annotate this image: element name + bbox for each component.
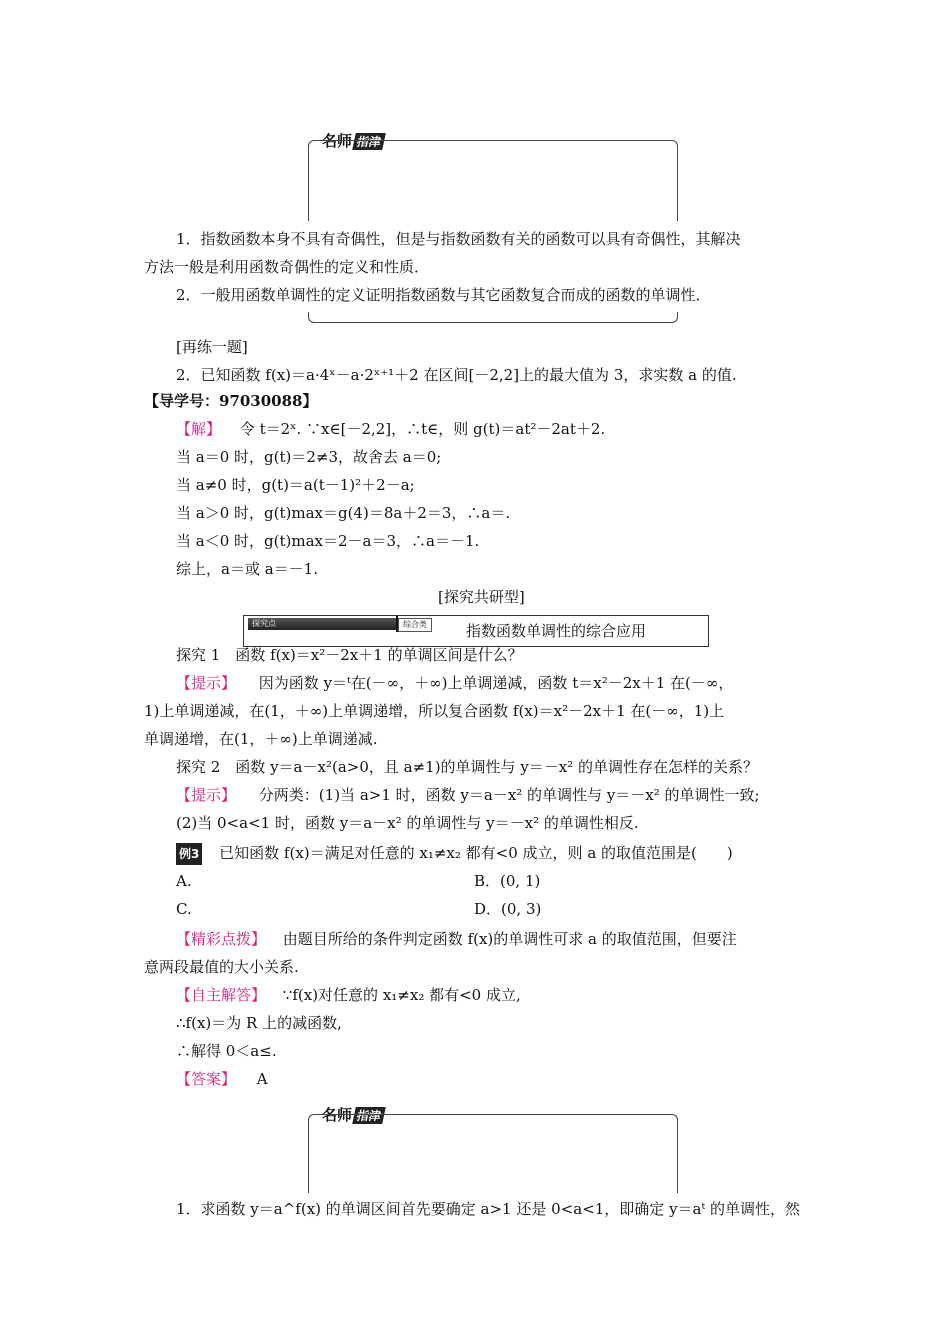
explore-point-label: 探究点 [248,618,398,630]
case-3: 当 a＞0 时，g(t)max＝g(4)＝8a＋2＝3，∴a＝. [176,504,511,522]
solution-line1: 【解】 令 t＝2ˣ. ∵x∈[－2,2]，∴t∈，则 g(t)＝at²－2at＋2. [176,420,606,438]
case-4: 当 a＜0 时，g(t)max＝2－a＝3，∴a＝－1. [176,532,480,550]
guide-number: 【导学号：97030088】 [144,392,318,410]
tip-line2: 意两段最值的大小关系. [144,958,299,976]
tip-line1: 【精彩点拨】 由题目所给的条件判定函数 f(x)的单调性可求 a 的取值范围，但要注 [176,930,737,948]
self-line1: 【自主解答】 ∵f(x)对任意的 x₁≠x₂ 都有<0 成立, [176,986,521,1004]
explore-a1-line2: 1)上单调递减，在(1，＋∞)上单调递增，所以复合函数 f(x)＝x²－2x＋1 在(－∞，1)上 [144,702,725,720]
example-icon: 例3 [176,843,202,865]
option-a: A. [176,872,192,890]
example-question: 例3 已知函数 f(x)＝满足对任意的 x₁≠x₂ 都有<0 成立，则 a 的取值范围是( ) [176,842,733,865]
explore-a2-line1: 【提示】 分两类：(1)当 a>1 时，函数 y＝a－x² 的单调性与 y＝－x² 的单调性一致; [176,786,760,804]
practice-heading: [再练一题] [176,338,248,356]
hint-tag-2: 【提示】 [176,786,237,804]
hint-tag: 【提示】 [176,674,237,692]
tip-tag: 【精彩点拨】 [176,930,267,948]
summary: 综上，a＝或 a＝－1. [176,560,318,578]
practice-question: 2．已知函数 f(x)＝a·4ˣ－a·2ˣ⁺¹＋2 在区间[－2,2]上的最大值为 3，求实数 a 的值. [176,366,737,384]
explore-title: 指数函数单调性的综合应用 [466,622,647,640]
guide1-p1-line1: 1．指数函数本身不具有奇偶性，但是与指数函数有关的函数可以具有奇偶性，其解决 [176,230,741,248]
explore-q1: 探究 1 函数 f(x)＝x²－2x＋1 的单调区间是什么？ [176,646,523,664]
option-c: C. [176,900,192,918]
self-line2: ∴f(x)＝为 R 上的减函数, [176,1014,342,1032]
explore-a1-line3: 单调递增，在(1，＋∞)上单调递减. [144,730,378,748]
option-d: D．(0, 3) [474,900,542,918]
teacher-guide-tab: 名师 指津 [308,128,418,150]
answer-tag: 【答案】 [176,1070,237,1088]
explore-type-label: [探究共研型] [438,588,525,606]
explore-q2: 探究 2 函数 y＝a－x²(a>0，且 a≠1)的单调性与 y＝－x² 的单调性存在怎样的关系？ [176,758,759,776]
solution-tag: 【解】 [176,420,222,438]
explore-bar [243,615,709,647]
teacher-guide-box-1-bottom [308,312,676,326]
teacher-guide-tab-2: 名师 指津 [308,1102,418,1124]
guide1-p2: 2．一般用函数单调性的定义证明指数函数与其它函数复合而成的函数的单调性． [176,286,711,304]
self-tag: 【自主解答】 [176,986,267,1004]
explore-a2-line2: (2)当 0<a<1 时，函数 y＝a－x² 的单调性与 y＝－x² 的单调性相反. [176,814,639,832]
answer-line: 【答案】 A [176,1070,268,1088]
guide2-p1: 1．求函数 y＝a^f(x) 的单调区间首先要确定 a>1 还是 0<a<1，即确定 y＝aᵗ 的单调性，然 [176,1200,800,1218]
self-line3: ∴解得 0＜a≤. [176,1042,277,1060]
case-1: 当 a＝0 时，g(t)＝2≠3，故舍去 a＝0; [176,448,442,466]
explore-category-label: 综合类 [398,618,432,632]
guide1-p1-line2: 方法一般是利用函数奇偶性的定义和性质． [144,258,430,276]
explore-a1-line1: 【提示】 因为函数 y＝ᵗ在(－∞，＋∞)上单调递减，函数 t＝x²－2x＋1 在(－∞， [176,674,734,692]
option-b: B．(0, 1) [474,872,541,890]
case-2: 当 a≠0 时，g(t)＝a(t－1)²＋2－a; [176,476,415,494]
